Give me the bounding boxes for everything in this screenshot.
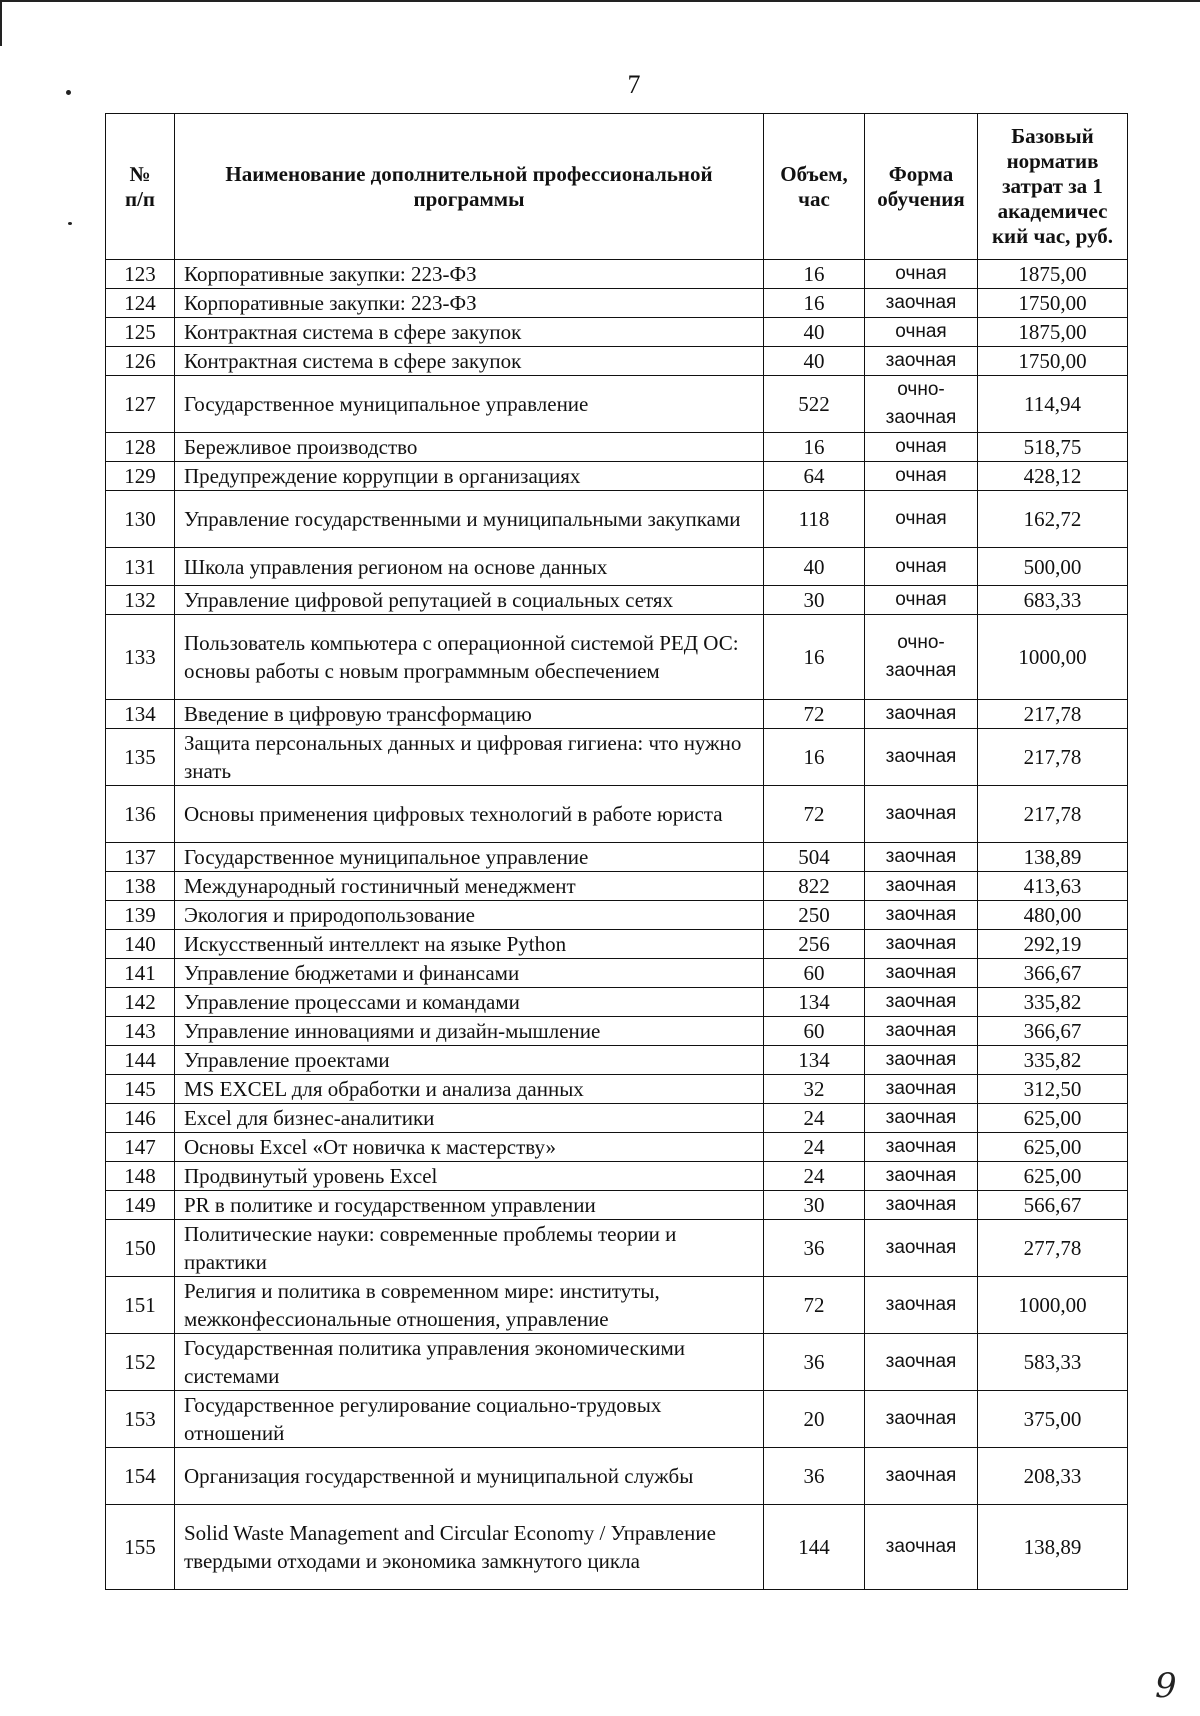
base-cost-value: 500,00 xyxy=(978,548,1128,586)
scan-speck xyxy=(68,222,72,225)
row-number: 139 xyxy=(106,901,175,930)
study-form: заочная xyxy=(865,901,978,930)
hours-value: 36 xyxy=(764,1448,865,1505)
base-cost-value: 625,00 xyxy=(978,1162,1128,1191)
program-name: Введение в цифровую трансформацию xyxy=(175,700,764,729)
row-number: 148 xyxy=(106,1162,175,1191)
program-name: Религия и политика в современном мире: институты, межконфессиональные отношения, управление xyxy=(175,1277,764,1334)
table-row xyxy=(106,615,1128,700)
table-row xyxy=(106,1391,1128,1448)
program-name: Международный гостиничный менеджмент xyxy=(175,872,764,901)
table-row xyxy=(106,959,1128,988)
program-name: MS EXCEL для обработки и анализа данных xyxy=(175,1075,764,1104)
program-name: Управление государственными и муниципальными закупками xyxy=(175,491,764,548)
program-name: Корпоративные закупки: 223-ФЗ xyxy=(175,289,764,318)
hours-value: 24 xyxy=(764,1162,865,1191)
table-row xyxy=(106,1046,1128,1075)
base-cost-value: 217,78 xyxy=(978,729,1128,786)
row-number: 141 xyxy=(106,959,175,988)
hours-value: 134 xyxy=(764,988,865,1017)
row-number: 125 xyxy=(106,318,175,347)
study-form: очная xyxy=(865,548,978,586)
study-form: очная xyxy=(865,491,978,548)
program-name: Контрактная система в сфере закупок xyxy=(175,318,764,347)
table-row xyxy=(106,260,1128,289)
table-row xyxy=(106,1448,1128,1505)
top-border-line xyxy=(0,0,1200,2)
row-number: 130 xyxy=(106,491,175,548)
base-cost-value: 375,00 xyxy=(978,1391,1128,1448)
hours-value: 144 xyxy=(764,1505,865,1590)
table-row xyxy=(106,1505,1128,1590)
table-row xyxy=(106,318,1128,347)
base-cost-value: 217,78 xyxy=(978,786,1128,843)
row-number: 152 xyxy=(106,1334,175,1391)
table-row xyxy=(106,901,1128,930)
hours-value: 24 xyxy=(764,1133,865,1162)
scan-speck xyxy=(66,90,71,95)
hours-value: 250 xyxy=(764,901,865,930)
study-form: заочная xyxy=(865,988,978,1017)
program-name: Экология и природопользование xyxy=(175,901,764,930)
row-number: 127 xyxy=(106,376,175,433)
base-cost-value: 162,72 xyxy=(978,491,1128,548)
table-row xyxy=(106,289,1128,318)
row-number: 154 xyxy=(106,1448,175,1505)
study-form: заочная xyxy=(865,872,978,901)
row-number: 150 xyxy=(106,1220,175,1277)
row-number: 142 xyxy=(106,988,175,1017)
table-row xyxy=(106,462,1128,491)
row-number: 153 xyxy=(106,1391,175,1448)
hours-value: 118 xyxy=(764,491,865,548)
study-form: заочная xyxy=(865,347,978,376)
row-number: 128 xyxy=(106,433,175,462)
hours-value: 522 xyxy=(764,376,865,433)
table-row xyxy=(106,843,1128,872)
hours-value: 60 xyxy=(764,1017,865,1046)
program-name: Государственная политика управления экономическими системами xyxy=(175,1334,764,1391)
study-form: заочная xyxy=(865,1133,978,1162)
row-number: 143 xyxy=(106,1017,175,1046)
program-name: Основы Excel «От новичка к мастерству» xyxy=(175,1133,764,1162)
hours-value: 60 xyxy=(764,959,865,988)
study-form: заочная xyxy=(865,1046,978,1075)
study-form: заочная xyxy=(865,1191,978,1220)
hours-value: 40 xyxy=(764,548,865,586)
program-name: PR в политике и государственном управлении xyxy=(175,1191,764,1220)
row-number: 133 xyxy=(106,615,175,700)
program-name: Продвинутый уровень Excel xyxy=(175,1162,764,1191)
row-number: 134 xyxy=(106,700,175,729)
study-form: заочная xyxy=(865,959,978,988)
hours-value: 36 xyxy=(764,1334,865,1391)
row-number: 145 xyxy=(106,1075,175,1104)
program-name: Государственное муниципальное управление xyxy=(175,376,764,433)
row-number: 149 xyxy=(106,1191,175,1220)
table-row xyxy=(106,988,1128,1017)
table-row xyxy=(106,491,1128,548)
hours-value: 40 xyxy=(764,318,865,347)
table-row xyxy=(106,586,1128,615)
row-number: 140 xyxy=(106,930,175,959)
hours-value: 30 xyxy=(764,586,865,615)
hours-value: 72 xyxy=(764,700,865,729)
study-form: заочная xyxy=(865,930,978,959)
base-cost-value: 413,63 xyxy=(978,872,1128,901)
table-row xyxy=(106,433,1128,462)
hours-value: 64 xyxy=(764,462,865,491)
program-name: Государственное муниципальное управление xyxy=(175,843,764,872)
base-cost-value: 1000,00 xyxy=(978,615,1128,700)
study-form: заочная xyxy=(865,729,978,786)
program-name: Управление цифровой репутацией в социальных сетях xyxy=(175,586,764,615)
hours-value: 16 xyxy=(764,289,865,318)
hours-value: 16 xyxy=(764,615,865,700)
row-number: 131 xyxy=(106,548,175,586)
study-form: заочная xyxy=(865,1104,978,1133)
study-form: очная xyxy=(865,433,978,462)
base-cost-value: 518,75 xyxy=(978,433,1128,462)
base-cost-value: 480,00 xyxy=(978,901,1128,930)
base-cost-value: 625,00 xyxy=(978,1133,1128,1162)
base-cost-value: 366,67 xyxy=(978,1017,1128,1046)
header-number: № п/п xyxy=(106,114,175,260)
handwritten-page-mark: 9 xyxy=(1155,1666,1177,1706)
study-form: заочная xyxy=(865,1448,978,1505)
base-cost-value: 138,89 xyxy=(978,1505,1128,1590)
row-number: 147 xyxy=(106,1133,175,1162)
header-program-name: Наименование дополнительной профессиональной программы xyxy=(175,114,764,260)
program-name: Solid Waste Management and Circular Economy / Управление твердыми отходами и экономика замкнутого цикла xyxy=(175,1505,764,1590)
table-row xyxy=(106,1104,1128,1133)
program-name: Управление проектами xyxy=(175,1046,764,1075)
table-row xyxy=(106,548,1128,586)
base-cost-value: 583,33 xyxy=(978,1334,1128,1391)
base-cost-value: 1000,00 xyxy=(978,1277,1128,1334)
header-hours: Объем, час xyxy=(764,114,865,260)
study-form: заочная xyxy=(865,843,978,872)
hours-value: 256 xyxy=(764,930,865,959)
hours-value: 504 xyxy=(764,843,865,872)
study-form: очная xyxy=(865,260,978,289)
hours-value: 20 xyxy=(764,1391,865,1448)
row-number: 135 xyxy=(106,729,175,786)
base-cost-value: 277,78 xyxy=(978,1220,1128,1277)
program-name: Управление бюджетами и финансами xyxy=(175,959,764,988)
table-row xyxy=(106,1162,1128,1191)
hours-value: 36 xyxy=(764,1220,865,1277)
base-cost-value: 335,82 xyxy=(978,1046,1128,1075)
base-cost-value: 566,67 xyxy=(978,1191,1128,1220)
program-name: Школа управления регионом на основе данных xyxy=(175,548,764,586)
study-form: заочная xyxy=(865,1505,978,1590)
row-number: 126 xyxy=(106,347,175,376)
table-row xyxy=(106,1220,1128,1277)
study-form: очная xyxy=(865,586,978,615)
study-form: заочная xyxy=(865,1391,978,1448)
row-number: 123 xyxy=(106,260,175,289)
program-name: Государственное регулирование социально-трудовых отношений xyxy=(175,1391,764,1448)
program-name: Основы применения цифровых технологий в работе юриста xyxy=(175,786,764,843)
program-name: Искусственный интеллект на языке Python xyxy=(175,930,764,959)
base-cost-value: 217,78 xyxy=(978,700,1128,729)
header-base-cost: Базовый норматив затрат за 1 академичес кий час, руб. xyxy=(978,114,1128,260)
program-name: Защита персональных данных и цифровая гигиена: что нужно знать xyxy=(175,729,764,786)
hours-value: 822 xyxy=(764,872,865,901)
base-cost-value: 208,33 xyxy=(978,1448,1128,1505)
base-cost-value: 428,12 xyxy=(978,462,1128,491)
program-name: Пользователь компьютера с операционной системой РЕД ОС: основы работы с новым программным обеспечением xyxy=(175,615,764,700)
base-cost-value: 312,50 xyxy=(978,1075,1128,1104)
program-name: Контрактная система в сфере закупок xyxy=(175,347,764,376)
base-cost-value: 683,33 xyxy=(978,586,1128,615)
study-form: заочная xyxy=(865,1220,978,1277)
table-row xyxy=(106,1191,1128,1220)
program-name: Предупреждение коррупции в организациях xyxy=(175,462,764,491)
study-form: очно- заочная xyxy=(865,615,978,700)
base-cost-value: 1875,00 xyxy=(978,260,1128,289)
table-row xyxy=(106,347,1128,376)
hours-value: 32 xyxy=(764,1075,865,1104)
table-header-row xyxy=(106,114,1128,260)
study-form: заочная xyxy=(865,289,978,318)
row-number: 155 xyxy=(106,1505,175,1590)
hours-value: 30 xyxy=(764,1191,865,1220)
base-cost-value: 114,94 xyxy=(978,376,1128,433)
study-form: очно- заочная xyxy=(865,376,978,433)
row-number: 138 xyxy=(106,872,175,901)
study-form: очная xyxy=(865,318,978,347)
hours-value: 16 xyxy=(764,260,865,289)
table-row xyxy=(106,729,1128,786)
study-form: заочная xyxy=(865,1162,978,1191)
program-name: Управление инновациями и дизайн-мышление xyxy=(175,1017,764,1046)
row-number: 132 xyxy=(106,586,175,615)
row-number: 146 xyxy=(106,1104,175,1133)
row-number: 144 xyxy=(106,1046,175,1075)
table-row xyxy=(106,1133,1128,1162)
study-form: очная xyxy=(865,462,978,491)
row-number: 137 xyxy=(106,843,175,872)
program-name: Excel для бизнес-аналитики xyxy=(175,1104,764,1133)
header-study-form: Форма обучения xyxy=(865,114,978,260)
row-number: 136 xyxy=(106,786,175,843)
program-name: Управление процессами и командами xyxy=(175,988,764,1017)
table-row xyxy=(106,1075,1128,1104)
row-number: 124 xyxy=(106,289,175,318)
study-form: заочная xyxy=(865,786,978,843)
hours-value: 134 xyxy=(764,1046,865,1075)
base-cost-value: 625,00 xyxy=(978,1104,1128,1133)
table-row xyxy=(106,930,1128,959)
table-row xyxy=(106,786,1128,843)
table-row xyxy=(106,376,1128,433)
programs-table xyxy=(105,113,1128,1590)
study-form: заочная xyxy=(865,1017,978,1046)
study-form: заочная xyxy=(865,1075,978,1104)
program-name: Бережливое производство xyxy=(175,433,764,462)
base-cost-value: 1750,00 xyxy=(978,347,1128,376)
hours-value: 16 xyxy=(764,729,865,786)
hours-value: 72 xyxy=(764,1277,865,1334)
hours-value: 40 xyxy=(764,347,865,376)
base-cost-value: 1875,00 xyxy=(978,318,1128,347)
hours-value: 72 xyxy=(764,786,865,843)
table-row xyxy=(106,872,1128,901)
program-name: Корпоративные закупки: 223-ФЗ xyxy=(175,260,764,289)
base-cost-value: 138,89 xyxy=(978,843,1128,872)
left-border-line xyxy=(0,0,2,46)
table-row xyxy=(106,1017,1128,1046)
table-body xyxy=(106,260,1128,1590)
program-name: Политические науки: современные проблемы теории и практики xyxy=(175,1220,764,1277)
row-number: 151 xyxy=(106,1277,175,1334)
hours-value: 16 xyxy=(764,433,865,462)
row-number: 129 xyxy=(106,462,175,491)
study-form: заочная xyxy=(865,700,978,729)
page-number: 7 xyxy=(627,70,641,99)
base-cost-value: 1750,00 xyxy=(978,289,1128,318)
base-cost-value: 335,82 xyxy=(978,988,1128,1017)
base-cost-value: 292,19 xyxy=(978,930,1128,959)
table-row xyxy=(106,1277,1128,1334)
program-name: Организация государственной и муниципальной службы xyxy=(175,1448,764,1505)
study-form: заочная xyxy=(865,1277,978,1334)
hours-value: 24 xyxy=(764,1104,865,1133)
table-row xyxy=(106,700,1128,729)
base-cost-value: 366,67 xyxy=(978,959,1128,988)
study-form: заочная xyxy=(865,1334,978,1391)
table-row xyxy=(106,1334,1128,1391)
